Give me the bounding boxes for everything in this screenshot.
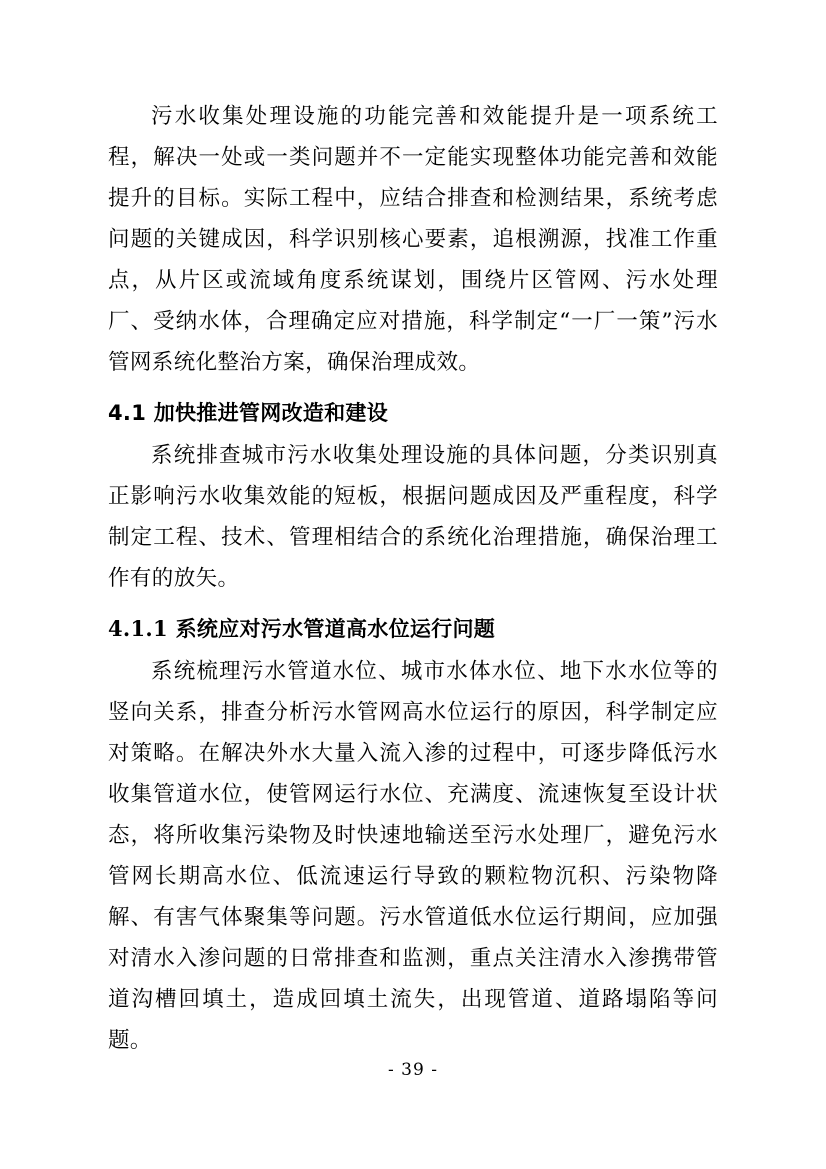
page-number: - 39 -	[388, 1060, 438, 1080]
page-content	[108, 96, 718, 1061]
section-heading-4-1: 4.1 加快推进管网改造和建设	[108, 401, 389, 425]
section-heading-4-1-1: 4.1.1 系统应对污水管道高水位运行问题	[108, 616, 496, 641]
paragraph-section-4-1: 系统排查城市污水收集处理设施的具体问题，分类识别真正影响污水收集效能的短板，根据问题成因及严重程度，科学制定工程、技术、管理相结合的系统化治理措施，确保治理工作有的放矢。	[108, 443, 718, 591]
paragraph-section-4-1-1: 系统梳理污水管道水位、城市水体水位、地下水水位等的竖向关系，排查分析污水管网高水位运行的原因，科学制定应对策略。在解决外水大量入流入渗的过程中，可逐步降低污水收集管道水位，使管网运行水位、充满度、流速恢复至设计状态，将所收集污染物及时快速地输送至污水处理厂，避免污水管网长期高水位、低流速运行导致的颗粒物沉积、污染物降解、有害气体聚集等问题。污水管道低水位运行期间，应加强对清水入渗问题的日常排查和监测，重点关注清水入渗携带管道沟槽回填土，造成回填土流失，出现管道、道路塌陷等问题。	[108, 659, 718, 1053]
paragraph-intro: 污水收集处理设施的功能完善和效能提升是一项系统工程，解决一处或一类问题并不一定能实现整体功能完善和效能提升的目标。实际工程中，应结合排查和检测结果，系统考虑问题的关键成因，科学识别核心要素，追根溯源，找准工作重点，从片区或流域角度系统谋划，围绕片区管网、污水处理厂、受纳水体，合理确定应对措施，科学制定“一厂一策”污水管网系统化整治方案，确保治理成效。	[108, 104, 718, 375]
